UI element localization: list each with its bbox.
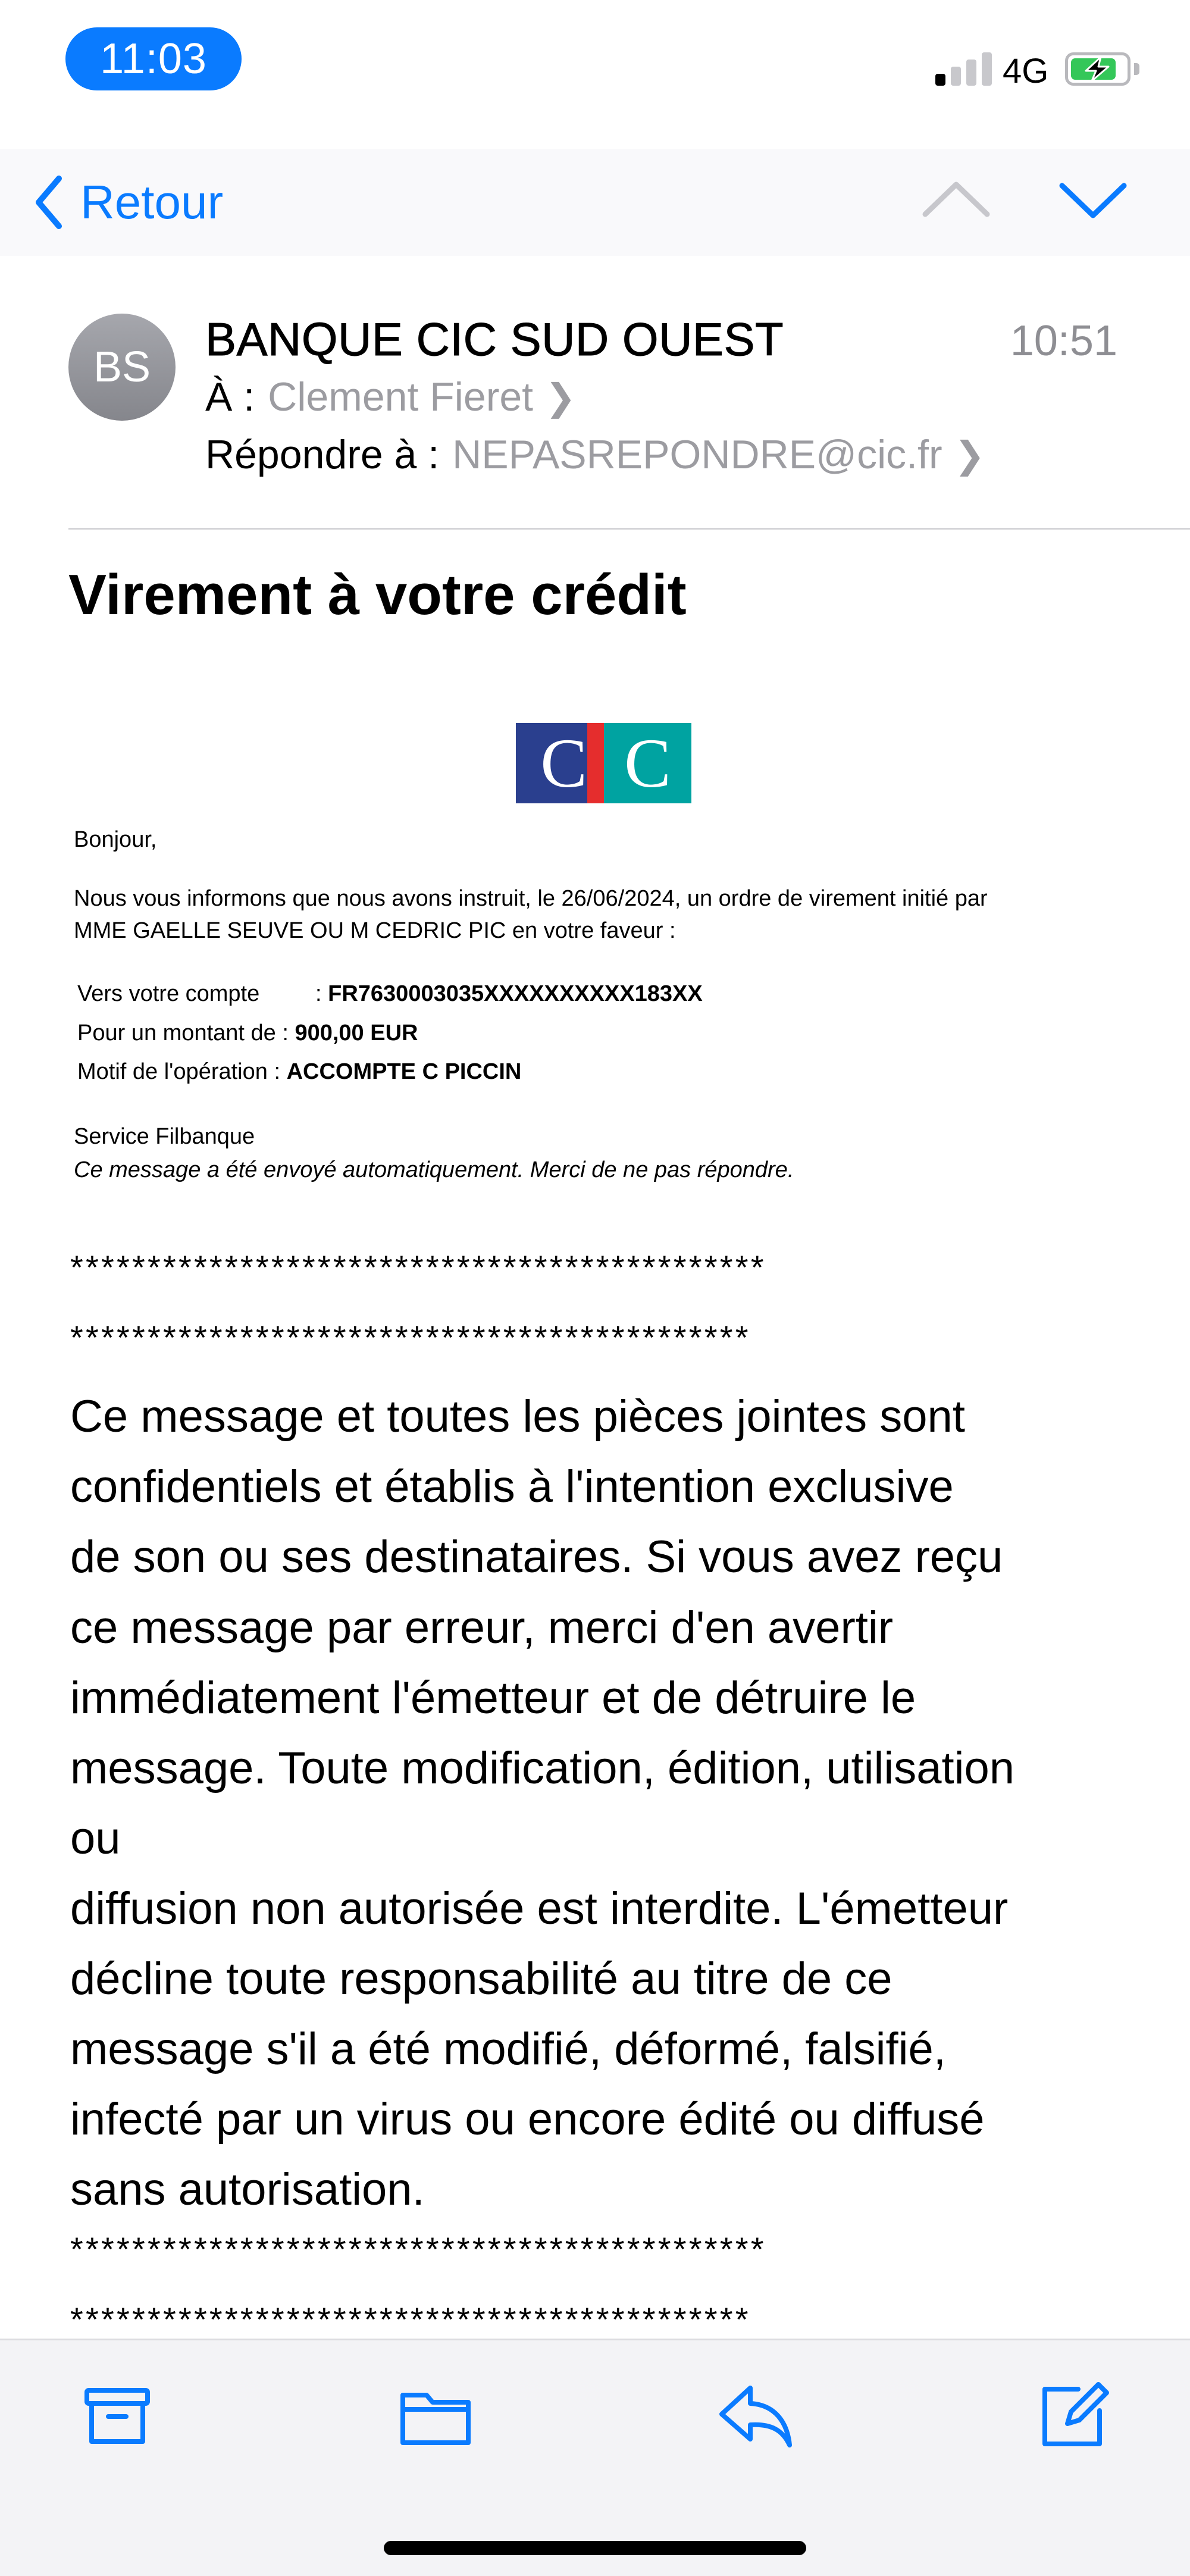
disclaimer-line: immédiatement l'émetteur et de détruire le xyxy=(70,1673,916,1723)
detail-label: Vers votre compte xyxy=(77,981,260,1006)
sender-avatar[interactable]: BS xyxy=(68,314,176,421)
disclaimer-line: ce message par erreur, merci d'en avertir xyxy=(70,1602,894,1653)
folder-icon[interactable] xyxy=(397,2377,474,2455)
logo-letter-right: C xyxy=(624,724,671,802)
archive-icon[interactable] xyxy=(79,2377,156,2455)
charging-bolt-icon xyxy=(1068,55,1128,83)
logo-letter-left: C xyxy=(540,724,587,802)
disclaimer-line: confidentiels et établis à l'intention exclusive xyxy=(70,1461,954,1512)
to-label: À : xyxy=(205,374,255,420)
to-recipient[interactable]: Clement Fieret xyxy=(268,374,534,420)
disclaimer-line: message. Toute modification, édition, utilisation xyxy=(70,1743,1015,1794)
reply-to-row[interactable] xyxy=(205,431,985,478)
to-row[interactable] xyxy=(205,374,576,420)
stars-separator: ********************************************* xyxy=(70,2230,766,2268)
sender-name[interactable]: BANQUE CIC SUD OUEST xyxy=(205,313,784,365)
battery-cap xyxy=(1134,63,1139,75)
detail-colon: : xyxy=(275,1021,295,1046)
reply-to-address[interactable]: NEPASREPONDRE@cic.fr xyxy=(452,432,942,477)
auto-message-notice: Ce message a été envoyé automatiquement. Merci de ne pas répondre. xyxy=(74,1157,794,1182)
detail-value: 900,00 EUR xyxy=(295,1021,418,1046)
email-subject: Virement à votre crédit xyxy=(68,563,687,627)
signal-bar xyxy=(982,52,992,86)
status-time: 11:03 xyxy=(65,27,242,90)
disclaimer-line: de son ou ses destinataires. Si vous avez reçu xyxy=(70,1532,1003,1582)
logo-right-block xyxy=(604,723,691,803)
detail-value: ACCOMPTE C PICCIN xyxy=(286,1059,522,1084)
battery-icon xyxy=(1065,52,1130,86)
signal-bar xyxy=(951,67,961,86)
intro-line-1: Nous vous informons que nous avons instruit, le 26/06/2024, un ordre de virement initié par xyxy=(74,886,988,911)
detail-label: Motif de l'opération xyxy=(77,1059,268,1084)
signal-bar xyxy=(966,60,976,86)
disclaimer-line: diffusion non autorisée est interdite. L'émetteur xyxy=(70,1883,1009,1934)
disclaimer-line: sans autorisation. xyxy=(70,2164,425,2215)
back-button[interactable] xyxy=(33,167,223,238)
header-divider xyxy=(68,528,1190,530)
cic-logo xyxy=(516,723,691,803)
detail-value: FR7630003035XXXXXXXXXX183XX xyxy=(328,981,703,1006)
reply-to-label: Répondre à : xyxy=(205,432,440,477)
stars-separator: ********************************************* xyxy=(70,1248,766,1286)
compose-icon[interactable] xyxy=(1034,2377,1111,2455)
stars-separator: ******************************************** xyxy=(70,2300,751,2338)
detail-row-reason xyxy=(77,1055,521,1088)
disclaimer-line: décline toute responsabilité au titre de ce xyxy=(70,1954,892,2004)
logo-red-bar xyxy=(587,723,604,803)
disclaimer-line: Ce message et toutes les pièces jointes sont xyxy=(70,1391,965,1442)
detail-colon: : xyxy=(315,981,328,1006)
chevron-left-icon xyxy=(33,174,64,231)
network-type: 4G xyxy=(1003,52,1049,90)
chevron-up-icon[interactable] xyxy=(920,173,992,226)
home-indicator[interactable] xyxy=(384,2541,806,2555)
disclaimer-line: message s'il a été modifié, déformé, falsifié, xyxy=(70,2024,946,2074)
detail-label: Pour un montant de xyxy=(77,1021,276,1046)
reply-icon[interactable] xyxy=(716,2377,793,2455)
back-label: Retour xyxy=(80,176,224,229)
intro-line-2: MME GAELLE SEUVE OU M CEDRIC PIC en votre faveur : xyxy=(74,918,676,943)
greeting: Bonjour, xyxy=(74,827,157,852)
chevron-right-icon: ❯ xyxy=(954,434,985,476)
stars-separator: ******************************************** xyxy=(70,1319,751,1356)
chevron-down-icon[interactable] xyxy=(1057,173,1129,226)
chevron-right-icon: ❯ xyxy=(545,377,577,418)
signal-bar xyxy=(935,74,945,86)
detail-row-account xyxy=(77,977,703,1010)
service-name: Service Filbanque xyxy=(74,1124,255,1149)
signal-strength-icon xyxy=(935,52,992,86)
disclaimer-line: ou xyxy=(70,1813,121,1864)
logo-left-block xyxy=(516,723,587,803)
detail-row-amount xyxy=(77,1016,418,1050)
detail-colon: : xyxy=(267,1059,287,1084)
disclaimer-line: infecté par un virus ou encore édité ou diffusé xyxy=(70,2094,985,2145)
received-time: 10:51 xyxy=(1010,317,1117,365)
